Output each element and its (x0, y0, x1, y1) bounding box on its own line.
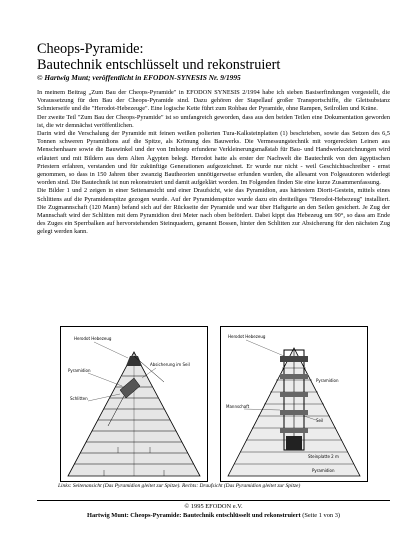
title-line-2: Bautechnik entschlüsselt und rekonstruiert (37, 57, 281, 73)
footer-copyright: © 1995 EFODON e.V. (184, 503, 243, 510)
figure-label: Pyramidion (68, 368, 91, 373)
paragraph: Die Bilder 1 und 2 zeigen in einer Seitenansicht und einer Draufsicht, wie das Pyramidion, aus härtestem Diorit-Gestein, mittels eines Schlittens auf die Pyramidenspitze gezogen wurde. Auf der Pyramidenspitze wurde dazu ein dreiteiliges "Herodot-Hebezeug" installiert. Die Zugmannschaft (120 Mann) befand sich auf der Rückseite der Pyramide und war über Haftgurte an den Seilen gesichert. Je Zug der Mannschaft wird der Schlitten mit dem Pyramidion drei Meter nach oben befördert. Dabei kippt das Hebezeug um 90°, so dass am Ende des Zuges ein Sperrbalken auf hervorstehenden Steinquadern, genannt Bossen, hinter den Schlitten zur Absicherung für den nächsten Zug gelegt werden kann. (37, 187, 390, 236)
figure-label: Seil (316, 418, 324, 423)
footer-citation-title: Hartwig Munt: Cheops-Pyramide: Bautechnik entschlüsselt und rekonstruiert (86, 511, 301, 519)
paragraph: In meinem Beitrag „Zum Bau der Cheops-Pyramide" in EFODON SYNESIS 2/1994 habe ich sieben Basiserfindungen vorgestellt, die Voraussetzung für den Bau der Cheops-Pyramide sind. Dazu gehören der Stapellauf großer Transportschiffe, die Gleitsubstanz Schmierseife und die "Herodot-Hebezeuge". Eine logische Kette führt zum Rohbau der Pyramide, ohne Rampen, Seilrollen und Kräne. (37, 89, 390, 113)
figure-caption: Links: Seitenansicht (Das Pyramidion gleitet zur Spitze). Rechts: Draufsicht (Das Pyramidion gleitet zur Spitze) (58, 483, 301, 489)
hoist-frame-icon (280, 350, 308, 450)
article-body (37, 89, 390, 237)
page-title (37, 41, 397, 73)
figure-label: Pyramidion (312, 468, 335, 473)
figure-label: Pyramidion (316, 378, 339, 383)
figure-label: Mannschaft (226, 404, 250, 409)
footer-citation (37, 512, 390, 521)
figure-label: Herodot Hebezeug (74, 336, 112, 341)
paragraph: Darin wird die Verschalung der Pyramide mit feinen weißen polierten Tura-Kalksteinplatten (1) beschrieben, sowie das Setzen des 6,5 Tonnen schweren Pyramidions auf die Spitze, als Krönung des Bauwerks. Die Vermessungstechnik mit vorgereckten Leinen aus Menschenhaare sowie die Bauwinkel und der von Imhotep erfundene Verkleinerungsmaßstab für Bau- und Handwerkszeichnungen wird erläutert und mit Bildern aus dem Alten Ägypten belegt. Herodot hatte als erster der Nachwelt die Bautechnik von den ägyptischen Priestern erfahren, verstanden und für zukünftige Generationen aufgezeichnet. Er wurde nur nicht - weil Geschichtsschreiber - ernst genommen, so dass in 150 Jahren über zwanzig Bautheorien unnötigerweise erfunden wurden, die allesamt von Folgeautoren widerlegt worden sind. Die Bautechnik ist nun rekonstruiert und damit aufgeklärt worden. Im Folgenden finden Sie eine kurze Zusammenfassung. (37, 130, 390, 187)
footer-page-number: (Seite 1 von 3) (300, 511, 341, 519)
pyramid-side-view-drawing (60, 326, 208, 482)
figure-label: Absicherung im Seil (150, 362, 190, 367)
figure-label: Herodot Hebezeug (228, 334, 266, 339)
page-footer (37, 500, 390, 520)
figure-top-view (220, 326, 368, 482)
title-line-1: Cheops-Pyramide: (37, 41, 144, 57)
byline: © Hartwig Munt; veröffentlicht in EFODON-SYNESIS Nr. 9/1995 (37, 73, 241, 82)
figures (60, 326, 372, 484)
figure-side-view (60, 326, 208, 482)
figure-label: Schlitten (70, 396, 88, 401)
figure-label: Steinplatte 2 m (308, 454, 339, 459)
paragraph: Der zweite Teil "Zum Bau der Cheops-Pyramide" ist so umfangreich geworden, dass aus den beiden Teilen eine Dokumentation geworden ist, die wir demnächst veröffentlichen. (37, 113, 390, 129)
pyramid-top-view-drawing (220, 326, 368, 482)
